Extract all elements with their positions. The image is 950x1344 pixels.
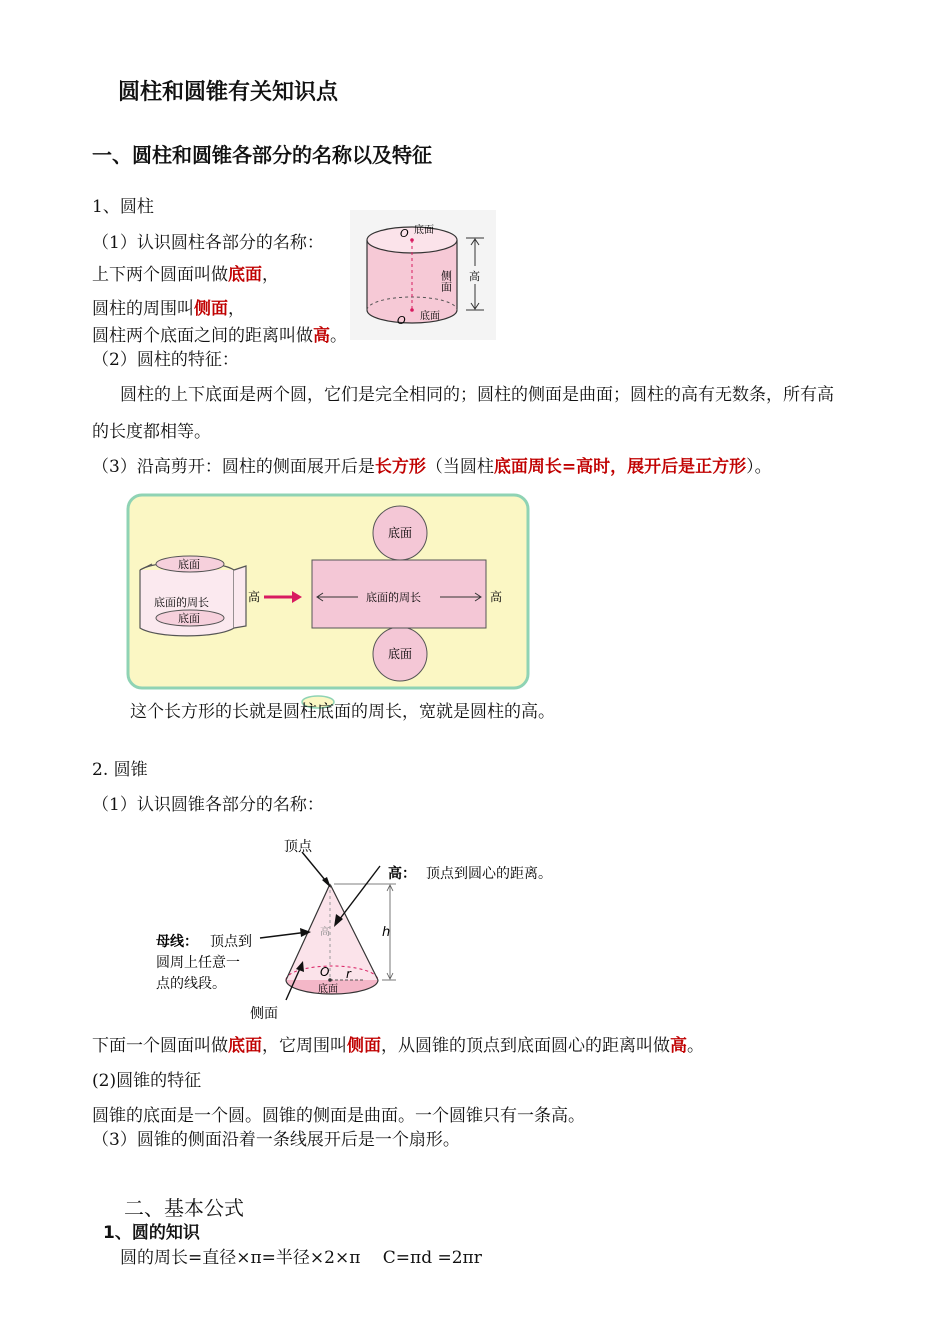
roll-bottom-base-label: 底面 [178, 612, 200, 625]
cone-unfold-line: （3）圆锥的侧面沿着一条线展开后是一个扇形。 [92, 1130, 460, 1150]
cylinder-bottom-center [410, 308, 414, 312]
cone-h-label: h [382, 925, 391, 940]
section-1-heading: 一、圆柱和圆锥各部分的名称以及特征 [92, 143, 432, 167]
cone-fill [286, 884, 378, 994]
cylinder-names-title: （1）认识圆柱各部分的名称： [92, 233, 324, 253]
cone-names-line: 下面一个圆面叫做底面，它周围叫侧面，从圆锥的顶点到底面圆心的距离叫做高。 [92, 1036, 704, 1056]
cone-heading: 2. 圆锥 [92, 760, 148, 780]
cylinder-base-bottom-label: 底面 [420, 311, 440, 322]
cylinder-o-bottom: O [397, 314, 406, 327]
unfold-caption: 这个长方形的长就是圆柱底面的周长，宽就是圆柱的高。 [130, 702, 555, 722]
height-key-label: 高： [388, 866, 416, 882]
cone-features-line: 圆锥的底面是一个圆。圆锥的侧面是曲面。一个圆锥只有一条高。 [92, 1106, 585, 1126]
cone-figure [150, 832, 590, 1024]
cylinder-figure [350, 210, 496, 340]
cylinder-features-line2: 的长度都相等。 [92, 422, 211, 442]
cone-o-label: O [320, 965, 330, 979]
cylinder-side-label: 侧面 [439, 270, 453, 292]
cylinder-side-line: 圆柱的周围叫侧面， [92, 299, 245, 319]
rect-circumference-label: 底面的周长 [366, 591, 421, 604]
cylinder-base-line: 上下两个圆面叫做底面， [92, 265, 279, 285]
circumference-formula: 圆的周长=直径×π=半径×2×π C=πd =2πr [120, 1248, 482, 1268]
height-desc-label: 顶点到圆心的距离。 [426, 866, 552, 882]
section-2-heading: 二、基本公式 [124, 1196, 244, 1220]
height-pointer [336, 866, 380, 924]
cylinder-features-title: （2）圆柱的特征： [92, 350, 239, 370]
generatrix-line2: 圆周上任意一 [156, 955, 240, 971]
cylinder-features-line1: 圆柱的上下底面是两个圆，它们是完全相同的；圆柱的侧面是曲面；圆柱的高有无数条，所有高 [120, 385, 834, 405]
roll-circumference-label: 底面的周长 [154, 596, 209, 609]
cone-names-title: （1）认识圆锥各部分的名称： [92, 795, 324, 815]
top-base-circle-label: 底面 [388, 526, 413, 540]
cylinder-o-top: O [400, 227, 409, 240]
apex-label: 顶点 [284, 839, 312, 855]
circle-knowledge-heading: 1、圆的知识 [103, 1223, 200, 1243]
cone-r-label: r [346, 967, 351, 981]
page-title: 圆柱和圆锥有关知识点 [118, 80, 339, 105]
generatrix-line1: 顶点到 [210, 934, 252, 950]
left-height-label: 高 [248, 590, 261, 604]
bottom-base-circle-label: 底面 [388, 647, 413, 661]
side-label: 侧面 [250, 1006, 278, 1022]
generatrix-line3: 点的线段。 [156, 976, 226, 992]
cylinder-height-line: 圆柱两个底面之间的距离叫做高。 [92, 326, 347, 346]
cone-base-label: 底面 [318, 984, 338, 995]
right-height-label: 高 [490, 590, 503, 604]
roll-top-base-label: 底面 [178, 558, 200, 571]
cylinder-base-top-label: 底面 [414, 225, 434, 236]
cylinder-heading: 1、圆柱 [92, 197, 154, 217]
generatrix-key-label: 母线： [156, 934, 198, 950]
cone-features-title: (2)圆锥的特征 [92, 1071, 202, 1091]
cone-inner-height-label: 高 [320, 927, 330, 938]
cylinder-top-center [410, 238, 414, 242]
cylinder-unfold-figure [118, 490, 532, 708]
cylinder-unfold-line: （3）沿高剪开：圆柱的侧面展开后是长方形（当圆柱底面周长=高时，展开后是正方形）。 [92, 457, 772, 477]
cylinder-height-label: 高 [469, 270, 480, 283]
